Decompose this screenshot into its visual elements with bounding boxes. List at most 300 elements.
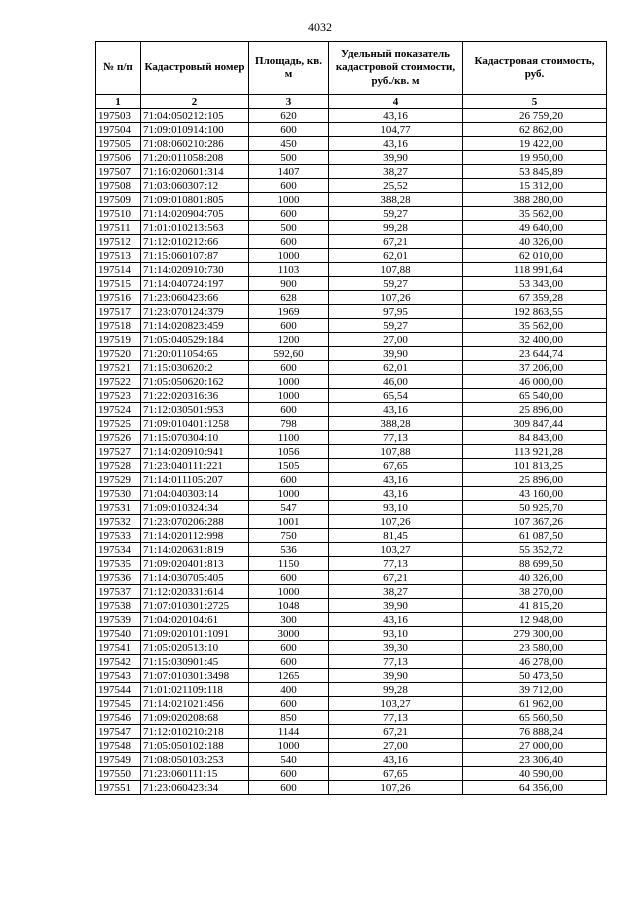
area-value: 600 (249, 207, 329, 221)
specific-value: 43,16 (329, 753, 463, 767)
specific-value: 43,16 (329, 137, 463, 151)
row-number: 197503 (96, 109, 141, 123)
table-header-row (96, 42, 607, 95)
row-number: 197531 (96, 501, 141, 515)
specific-value: 93,10 (329, 501, 463, 515)
row-number: 197507 (96, 165, 141, 179)
table-row (96, 725, 607, 739)
table-row (96, 417, 607, 431)
cadastral-number: 71:14:011105:207 (141, 473, 249, 487)
cadastral-value: 88 699,50 (463, 557, 607, 571)
table-row (96, 235, 607, 249)
row-number: 197510 (96, 207, 141, 221)
specific-value: 107,26 (329, 515, 463, 529)
cadastral-value: 25 896,00 (463, 473, 607, 487)
specific-value: 46,00 (329, 375, 463, 389)
row-number: 197518 (96, 319, 141, 333)
cadastral-number: 71:16:020601:314 (141, 165, 249, 179)
cadastral-value: 101 813,25 (463, 459, 607, 473)
cadastral-number: 71:07:010301:2725 (141, 599, 249, 613)
cadastral-value: 50 473,50 (463, 669, 607, 683)
cadastral-number: 71:14:021021:456 (141, 697, 249, 711)
cadastral-number: 71:23:060111:15 (141, 767, 249, 781)
specific-value: 77,13 (329, 431, 463, 445)
specific-value: 39,90 (329, 347, 463, 361)
specific-value: 97,95 (329, 305, 463, 319)
row-number: 197512 (96, 235, 141, 249)
cadastral-value: 279 300,00 (463, 627, 607, 641)
cadastral-number: 71:08:050103:253 (141, 753, 249, 767)
area-value: 900 (249, 277, 329, 291)
specific-value: 107,88 (329, 263, 463, 277)
row-number: 197527 (96, 445, 141, 459)
area-value: 750 (249, 529, 329, 543)
specific-value: 77,13 (329, 655, 463, 669)
cadastral-number: 71:04:040303:14 (141, 487, 249, 501)
cadastral-value: 25 896,00 (463, 403, 607, 417)
cadastral-number: 71:15:060107:87 (141, 249, 249, 263)
area-value: 1000 (249, 389, 329, 403)
table-row (96, 599, 607, 613)
area-value: 1000 (249, 375, 329, 389)
table-row (96, 627, 607, 641)
column-number: 1 (96, 95, 141, 109)
area-value: 1505 (249, 459, 329, 473)
table-row (96, 193, 607, 207)
area-value: 1000 (249, 249, 329, 263)
cadastral-number: 71:14:020910:730 (141, 263, 249, 277)
row-number: 197548 (96, 739, 141, 753)
specific-value: 81,45 (329, 529, 463, 543)
table-row (96, 711, 607, 725)
row-number: 197508 (96, 179, 141, 193)
area-value: 3000 (249, 627, 329, 641)
table-row (96, 529, 607, 543)
cadastral-value: 50 925,70 (463, 501, 607, 515)
cadastral-value: 84 843,00 (463, 431, 607, 445)
cadastral-value: 67 359,28 (463, 291, 607, 305)
row-number: 197546 (96, 711, 141, 725)
row-number: 197535 (96, 557, 141, 571)
cadastral-value: 64 356,00 (463, 781, 607, 795)
cadastral-number: 71:05:050102:188 (141, 739, 249, 753)
cadastral-number: 71:12:010210:218 (141, 725, 249, 739)
row-number: 197525 (96, 417, 141, 431)
cadastral-value: 35 562,00 (463, 207, 607, 221)
area-value: 1056 (249, 445, 329, 459)
table-row (96, 431, 607, 445)
area-value: 798 (249, 417, 329, 431)
cadastral-value: 12 948,00 (463, 613, 607, 627)
area-value: 1000 (249, 585, 329, 599)
cadastral-value: 309 847,44 (463, 417, 607, 431)
cadastral-number: 71:03:060307:12 (141, 179, 249, 193)
cadastral-number: 71:05:020513:10 (141, 641, 249, 655)
table-row (96, 361, 607, 375)
area-value: 1000 (249, 487, 329, 501)
cadastral-value: 107 367,26 (463, 515, 607, 529)
column-number-row (96, 95, 607, 109)
specific-value: 99,28 (329, 221, 463, 235)
table-row (96, 109, 607, 123)
cadastral-value: 61 962,00 (463, 697, 607, 711)
cadastral-value: 43 160,00 (463, 487, 607, 501)
row-number: 197530 (96, 487, 141, 501)
specific-value: 104,77 (329, 123, 463, 137)
row-number: 197547 (96, 725, 141, 739)
row-number: 197549 (96, 753, 141, 767)
row-number: 197509 (96, 193, 141, 207)
row-number: 197521 (96, 361, 141, 375)
cadastral-value: 62 010,00 (463, 249, 607, 263)
area-value: 1969 (249, 305, 329, 319)
cadastral-value: 113 921,28 (463, 445, 607, 459)
specific-value: 39,90 (329, 599, 463, 613)
cadastral-number: 71:08:060210:286 (141, 137, 249, 151)
table-row (96, 221, 607, 235)
row-number: 197550 (96, 767, 141, 781)
area-value: 600 (249, 781, 329, 795)
specific-value: 77,13 (329, 711, 463, 725)
area-value: 1103 (249, 263, 329, 277)
table-row (96, 473, 607, 487)
cadastral-number: 71:23:070206:288 (141, 515, 249, 529)
page-number: 4032 (308, 20, 332, 34)
area-value: 536 (249, 543, 329, 557)
table-row (96, 543, 607, 557)
area-value: 600 (249, 179, 329, 193)
row-number: 197551 (96, 781, 141, 795)
table-row (96, 459, 607, 473)
row-number: 197540 (96, 627, 141, 641)
cadastral-value: 61 087,50 (463, 529, 607, 543)
table-row (96, 767, 607, 781)
cadastral-value: 38 270,00 (463, 585, 607, 599)
cadastral-number: 71:14:020823:459 (141, 319, 249, 333)
cadastral-value: 32 400,00 (463, 333, 607, 347)
cadastral-number: 71:09:010801:805 (141, 193, 249, 207)
table-row (96, 319, 607, 333)
specific-value: 39,90 (329, 151, 463, 165)
header-cadastral-number: Кадастровый номер (141, 42, 249, 95)
area-value: 600 (249, 767, 329, 781)
table-row (96, 291, 607, 305)
cadastral-value: 37 206,00 (463, 361, 607, 375)
row-number: 197523 (96, 389, 141, 403)
table-row (96, 389, 607, 403)
row-number: 197538 (96, 599, 141, 613)
specific-value: 388,28 (329, 417, 463, 431)
cadastral-value: 62 862,00 (463, 123, 607, 137)
cadastral-number: 71:20:011058:208 (141, 151, 249, 165)
area-value: 628 (249, 291, 329, 305)
area-value: 600 (249, 641, 329, 655)
specific-value: 39,90 (329, 669, 463, 683)
table-row (96, 249, 607, 263)
row-number: 197544 (96, 683, 141, 697)
header-row-number: № п/п (96, 42, 141, 95)
specific-value: 65,54 (329, 389, 463, 403)
area-value: 547 (249, 501, 329, 515)
table-row (96, 165, 607, 179)
row-number: 197542 (96, 655, 141, 669)
cadastral-number: 71:04:050212:105 (141, 109, 249, 123)
specific-value: 62,01 (329, 249, 463, 263)
row-number: 197517 (96, 305, 141, 319)
cadastral-value: 27 000,00 (463, 739, 607, 753)
area-value: 500 (249, 151, 329, 165)
specific-value: 107,88 (329, 445, 463, 459)
cadastral-value: 23 644,74 (463, 347, 607, 361)
specific-value: 67,21 (329, 725, 463, 739)
table-row (96, 557, 607, 571)
specific-value: 67,21 (329, 235, 463, 249)
table-row (96, 277, 607, 291)
area-value: 600 (249, 235, 329, 249)
cadastral-number: 71:14:020631:819 (141, 543, 249, 557)
cadastral-number: 71:05:040529:184 (141, 333, 249, 347)
table-row (96, 669, 607, 683)
table-row (96, 347, 607, 361)
table-body (96, 109, 607, 795)
table-row (96, 487, 607, 501)
area-value: 600 (249, 403, 329, 417)
cadastral-number: 71:01:021109:118 (141, 683, 249, 697)
specific-value: 103,27 (329, 697, 463, 711)
area-value: 400 (249, 683, 329, 697)
row-number: 197522 (96, 375, 141, 389)
area-value: 1144 (249, 725, 329, 739)
cadastral-value: 35 562,00 (463, 319, 607, 333)
specific-value: 388,28 (329, 193, 463, 207)
cadastral-value: 118 991,64 (463, 263, 607, 277)
area-value: 600 (249, 319, 329, 333)
cadastral-value: 19 422,00 (463, 137, 607, 151)
area-value: 600 (249, 473, 329, 487)
specific-value: 43,16 (329, 473, 463, 487)
table-row (96, 697, 607, 711)
specific-value: 27,00 (329, 333, 463, 347)
cadastral-number: 71:22:020316:36 (141, 389, 249, 403)
row-number: 197528 (96, 459, 141, 473)
cadastral-number: 71:12:030501:953 (141, 403, 249, 417)
area-value: 620 (249, 109, 329, 123)
area-value: 1265 (249, 669, 329, 683)
area-value: 600 (249, 361, 329, 375)
cadastral-number: 71:09:020401:813 (141, 557, 249, 571)
cadastral-number: 71:05:050620:162 (141, 375, 249, 389)
cadastral-value: 46 278,00 (463, 655, 607, 669)
area-value: 600 (249, 655, 329, 669)
cadastral-value: 23 580,00 (463, 641, 607, 655)
specific-value: 43,16 (329, 613, 463, 627)
specific-value: 27,00 (329, 739, 463, 753)
row-number: 197514 (96, 263, 141, 277)
cadastral-value: 76 888,24 (463, 725, 607, 739)
row-number: 197537 (96, 585, 141, 599)
row-number: 197524 (96, 403, 141, 417)
specific-value: 59,27 (329, 319, 463, 333)
cadastral-value: 26 759,20 (463, 109, 607, 123)
cadastral-number: 71:15:030620:2 (141, 361, 249, 375)
row-number: 197536 (96, 571, 141, 585)
specific-value: 59,27 (329, 277, 463, 291)
table-row (96, 137, 607, 151)
specific-value: 103,27 (329, 543, 463, 557)
specific-value: 43,16 (329, 109, 463, 123)
table-row (96, 781, 607, 795)
area-value: 600 (249, 697, 329, 711)
specific-value: 93,10 (329, 627, 463, 641)
row-number: 197516 (96, 291, 141, 305)
header-cadastral-value: Кадастровая стоимость, руб. (463, 42, 607, 95)
table-row (96, 305, 607, 319)
cadastral-value: 53 343,00 (463, 277, 607, 291)
table-row (96, 641, 607, 655)
cadastral-number: 71:01:010213:563 (141, 221, 249, 235)
area-value: 600 (249, 571, 329, 585)
column-number: 4 (329, 95, 463, 109)
cadastral-number: 71:23:060423:34 (141, 781, 249, 795)
row-number: 197532 (96, 515, 141, 529)
cadastral-number: 71:09:020208:68 (141, 711, 249, 725)
cadastral-number: 71:23:040111:221 (141, 459, 249, 473)
cadastral-number: 71:15:030901:45 (141, 655, 249, 669)
cadastral-value: 65 560,50 (463, 711, 607, 725)
area-value: 300 (249, 613, 329, 627)
cadastral-number: 71:12:010212:66 (141, 235, 249, 249)
table-row (96, 585, 607, 599)
area-value: 1048 (249, 599, 329, 613)
cadastral-number: 71:14:020910:941 (141, 445, 249, 459)
row-number: 197543 (96, 669, 141, 683)
table-row (96, 753, 607, 767)
table-row (96, 263, 607, 277)
table-row (96, 515, 607, 529)
specific-value: 38,27 (329, 165, 463, 179)
row-number: 197526 (96, 431, 141, 445)
table-row (96, 207, 607, 221)
cadastral-number: 71:15:070304:10 (141, 431, 249, 445)
specific-value: 59,27 (329, 207, 463, 221)
area-value: 1200 (249, 333, 329, 347)
table-row (96, 179, 607, 193)
header-area: Площадь, кв. м (249, 42, 329, 95)
cadastral-value: 40 326,00 (463, 235, 607, 249)
cadastral-number: 71:23:070124:379 (141, 305, 249, 319)
specific-value: 43,16 (329, 403, 463, 417)
row-number: 197506 (96, 151, 141, 165)
cadastral-number: 71:20:011054:65 (141, 347, 249, 361)
area-value: 850 (249, 711, 329, 725)
row-number: 197513 (96, 249, 141, 263)
row-number: 197541 (96, 641, 141, 655)
row-number: 197529 (96, 473, 141, 487)
cadastral-value-table (95, 41, 607, 795)
area-value: 600 (249, 123, 329, 137)
table-row (96, 403, 607, 417)
area-value: 1001 (249, 515, 329, 529)
table-row (96, 571, 607, 585)
cadastral-value: 192 863,55 (463, 305, 607, 319)
table-row (96, 739, 607, 753)
table-row (96, 375, 607, 389)
cadastral-value: 46 000,00 (463, 375, 607, 389)
table-row (96, 151, 607, 165)
cadastral-number: 71:14:030705:405 (141, 571, 249, 585)
specific-value: 77,13 (329, 557, 463, 571)
cadastral-number: 71:09:010914:100 (141, 123, 249, 137)
specific-value: 39,30 (329, 641, 463, 655)
area-value: 1150 (249, 557, 329, 571)
specific-value: 67,21 (329, 571, 463, 585)
cadastral-value: 388 280,00 (463, 193, 607, 207)
cadastral-number: 71:09:010324:34 (141, 501, 249, 515)
cadastral-number: 71:12:020331:614 (141, 585, 249, 599)
row-number: 197520 (96, 347, 141, 361)
cadastral-number: 71:14:020112:998 (141, 529, 249, 543)
area-value: 540 (249, 753, 329, 767)
specific-value: 43,16 (329, 487, 463, 501)
cadastral-value: 65 540,00 (463, 389, 607, 403)
table-row (96, 445, 607, 459)
table-row (96, 333, 607, 347)
specific-value: 99,28 (329, 683, 463, 697)
area-value: 592,60 (249, 347, 329, 361)
header-specific-value: Удельный показатель кадастровой стоимости, руб./кв. м (329, 42, 463, 95)
cadastral-value: 41 815,20 (463, 599, 607, 613)
cadastral-number: 71:14:040724:197 (141, 277, 249, 291)
column-number: 2 (141, 95, 249, 109)
area-value: 1407 (249, 165, 329, 179)
cadastral-number: 71:09:020101:1091 (141, 627, 249, 641)
row-number: 197519 (96, 333, 141, 347)
cadastral-value: 19 950,00 (463, 151, 607, 165)
area-value: 1000 (249, 739, 329, 753)
table-row (96, 655, 607, 669)
row-number: 197515 (96, 277, 141, 291)
row-number: 197504 (96, 123, 141, 137)
cadastral-number: 71:07:010301:3498 (141, 669, 249, 683)
specific-value: 107,26 (329, 781, 463, 795)
specific-value: 62,01 (329, 361, 463, 375)
specific-value: 67,65 (329, 767, 463, 781)
area-value: 1000 (249, 193, 329, 207)
table-row (96, 683, 607, 697)
area-value: 450 (249, 137, 329, 151)
cadastral-value: 55 352,72 (463, 543, 607, 557)
table-row (96, 613, 607, 627)
area-value: 500 (249, 221, 329, 235)
row-number: 197545 (96, 697, 141, 711)
row-number: 197534 (96, 543, 141, 557)
cadastral-value: 40 590,00 (463, 767, 607, 781)
cadastral-value: 53 845,89 (463, 165, 607, 179)
row-number: 197505 (96, 137, 141, 151)
cadastral-value: 49 640,00 (463, 221, 607, 235)
table-row (96, 123, 607, 137)
cadastral-value: 15 312,00 (463, 179, 607, 193)
cadastral-number: 71:09:010401:1258 (141, 417, 249, 431)
column-number: 5 (463, 95, 607, 109)
row-number: 197511 (96, 221, 141, 235)
row-number: 197533 (96, 529, 141, 543)
row-number: 197539 (96, 613, 141, 627)
table-row (96, 501, 607, 515)
cadastral-number: 71:14:020904:705 (141, 207, 249, 221)
specific-value: 107,26 (329, 291, 463, 305)
cadastral-value: 23 306,40 (463, 753, 607, 767)
